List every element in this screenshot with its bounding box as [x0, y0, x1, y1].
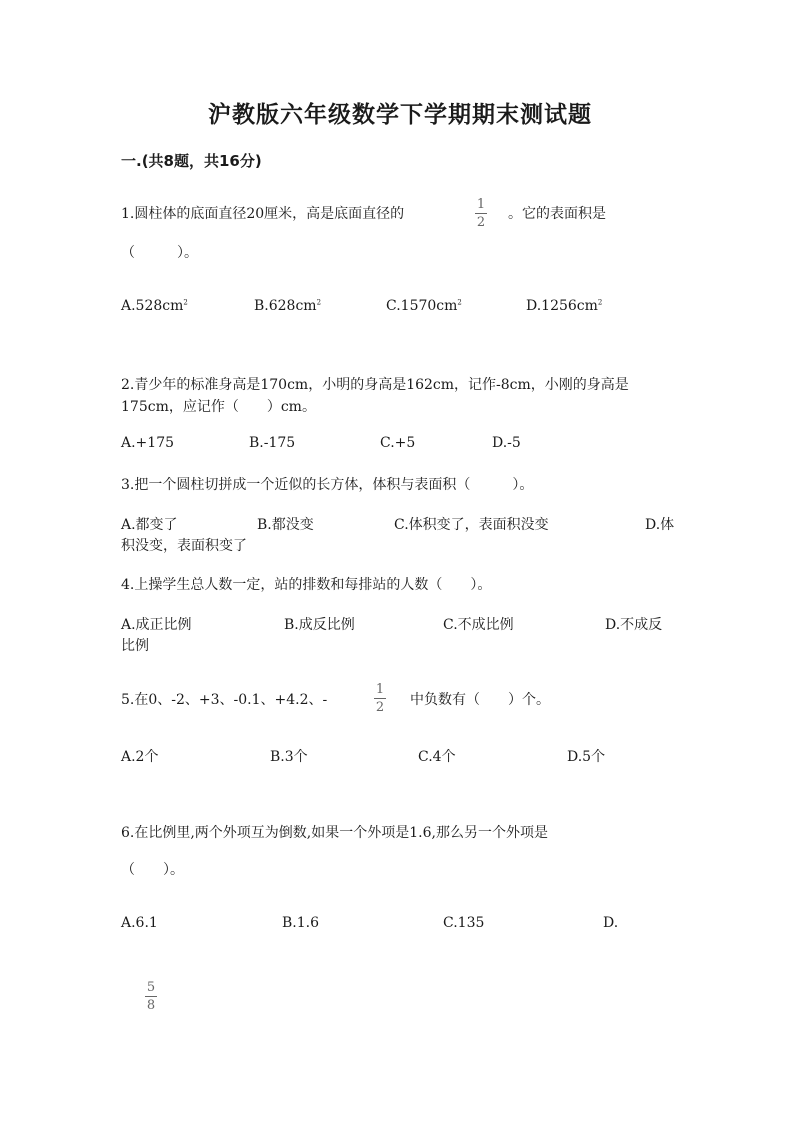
- question-6-text: 6.在比例里,两个外项互为倒数,如果一个外项是1.6,那么另一个外项是: [121, 825, 548, 841]
- question-2-option-c[interactable]: C.+5: [380, 435, 416, 451]
- question-3-option-d[interactable]: D.体: [645, 517, 675, 533]
- fraction-one-half: [372, 682, 388, 715]
- fraction-one-half: [473, 197, 489, 230]
- page-title: 沪教版六年级数学下学期期末测试题: [208, 102, 592, 128]
- fraction-numerator: 1: [375, 682, 385, 697]
- question-6-option-d[interactable]: D.: [603, 915, 619, 931]
- fraction-bar: [374, 698, 386, 699]
- question-4-text: 4.上操学生总人数一定，站的排数和每排站的人数（ ）。: [121, 577, 492, 593]
- question-2-option-a[interactable]: A.+175: [121, 435, 175, 451]
- question-5-text-cont: 中负数有（ ）个。: [410, 692, 550, 708]
- question-4-option-d[interactable]: D.不成反: [605, 617, 663, 633]
- question-2-option-b[interactable]: B.-175: [249, 435, 296, 451]
- question-4-option-b[interactable]: B.成反比例: [284, 617, 355, 633]
- question-3-option-d-wrap: 积没变，表面积变了: [121, 538, 247, 554]
- question-6-option-b[interactable]: B.1.6: [282, 915, 320, 931]
- question-3-option-c[interactable]: C.体积变了，表面积没变: [394, 517, 549, 533]
- question-1-option-b[interactable]: $B.628cm^2$: [254, 298, 322, 314]
- fraction-bar: [475, 213, 487, 214]
- fraction-denominator: 2: [375, 700, 385, 715]
- fraction-numerator: 5: [146, 980, 156, 995]
- question-2-option-d[interactable]: D.-5: [492, 435, 521, 451]
- question-5-option-a[interactable]: A.2个: [121, 749, 159, 765]
- question-1-answer-blank: （ ）。: [121, 245, 198, 261]
- question-5-option-c[interactable]: C.4个: [418, 749, 456, 765]
- question-1-option-d[interactable]: $D.1256cm^2$: [526, 298, 603, 314]
- question-5-option-d[interactable]: D.5个: [567, 749, 606, 765]
- fraction-denominator: 8: [146, 998, 156, 1013]
- section-heading: 一.(共8题，共16分): [121, 152, 262, 170]
- question-3-option-b[interactable]: B.都没变: [257, 517, 314, 533]
- question-1-option-a[interactable]: $A.528cm^2$: [121, 298, 188, 314]
- question-4-option-a[interactable]: A.成正比例: [121, 617, 192, 633]
- question-3-option-a[interactable]: A.都变了: [121, 517, 178, 533]
- question-2-text-line2: 175cm，应记作（ ）cm。: [121, 399, 316, 415]
- question-4-option-d-wrap: 比例: [121, 638, 149, 654]
- question-2-text: 2.青少年的标准身高是170cm，小明的身高是162cm，记作-8cm，小刚的身高是: [121, 377, 629, 393]
- question-6-option-c[interactable]: C.135: [443, 915, 485, 931]
- fraction-five-eighths: [143, 980, 159, 1013]
- question-6-option-a[interactable]: A.6.1: [121, 915, 158, 931]
- fraction-bar: [145, 996, 157, 997]
- question-1-option-c[interactable]: $C.1570cm^2$: [386, 298, 462, 314]
- question-5-option-b[interactable]: B.3个: [270, 749, 308, 765]
- question-1-text-cont: 。它的表面积是: [508, 206, 606, 222]
- question-4-option-c[interactable]: C.不成比例: [443, 617, 514, 633]
- question-3-text: 3.把一个圆柱切拼成一个近似的长方体，体积与表面积（ ）。: [121, 477, 534, 493]
- question-5-text: 5.在0、-2、+3、-0.1、+4.2、-: [121, 692, 328, 708]
- fraction-denominator: 2: [476, 215, 486, 230]
- question-1-text: 1.圆柱体的底面直径20厘米，高是底面直径的: [121, 206, 405, 222]
- fraction-numerator: 1: [476, 197, 486, 212]
- question-6-answer-blank: （ ）。: [121, 862, 184, 878]
